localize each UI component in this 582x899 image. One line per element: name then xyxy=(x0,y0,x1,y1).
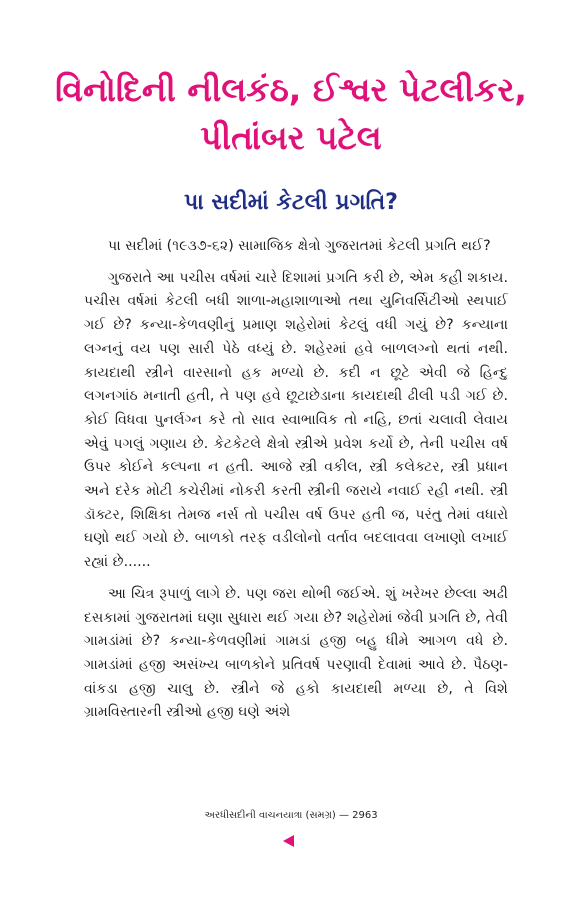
paragraph: ગુજરાતે આ પચીસ વર્ષમાં ચારે દિશામાં પ્રગતિ કરી છે, એમ કહી શકાય. પચીસ વર્ષમાં કેટલી બધી શાળા-મહાશાળાઓ તથા યુનિવર્સિટીઓ સ્થપાઈ ગઈ છે? કન્યા-કેળવણીનું પ્રમાણ શહેરોમાં કેટલું વધી ગયું છે? કન્યાના લગ્નનું વય પણ સારી પેઠે વધ્યું છે. શહેરમાં હવે બાળલગ્નો થતાં નથી. કાયદાથી સ્ત્રીને વારસાનો હક મળ્યો છે. કદી ન છૂટે એવી જે હિન્દુ લગનગાંઠ મનાતી હતી, તે પણ હવે છૂટાછેડાના કાયદાથી ઢીલી પડી ગઈ છે. કોઈ વિધવા પુનર્લગ્ન કરે તો સાવ સ્વાભાવિક તો નહિ, છતાં ચલાવી લેવાય એવું પગલું ગણાય છે. કેટકેટલે ક્ષેત્રો સ્ત્રીએ પ્રવેશ કર્યો છે, તેની પચીસ વર્ષ ઉપર કોઈને કલ્પના ન હતી. આજે સ્ત્રી વકીલ, સ્ત્રી કલેક્ટર, સ્ત્રી પ્રધાન અને દરેક મોટી કચેરીમાં નોકરી કરતી સ્ત્રીની જરાયે નવાઈ રહી નથી. સ્ત્રી ડૉક્ટર, શિક્ષિકા તેમજ નર્સ તો પચીસ વર્ષ ઉપર હતી જ, પરંતુ તેમાં વધારો ઘણો થઈ ગયો છે. બાળકો તરફ વડીલોનો વર્તાવ બદલાવવા લખાણો લખાઈ રહ્યાં છે...... xyxy=(84,269,508,571)
chapter-title-line1: વિનોદિની નીલકંઠ, ઈશ્વર પેટલીકર, xyxy=(55,70,527,109)
chapter-title xyxy=(40,66,542,162)
section-title: પા સદીમાં કેટલી પ્રગતિ? xyxy=(184,190,398,215)
page-footer: અરધીસદીની વાચનયાત્રા (સમગ્ર) — 2963 xyxy=(204,810,378,821)
paragraph: આ ચિત્ર રૂપાળું લાગે છે. પણ જરા થોભી જઈએ. શું ખરેખર છેલ્લા અઢી દસકામાં ગુજરાતમાં ઘણા સુધારા થઈ ગયા છે? શહેરોમાં જેવી પ્રગતિ છે, તેવી ગામડાંમાં છે? કન્યા-કેળવણીમાં ગામડાં હજી બહુ ધીમે આગળ વધે છે. ગામડાંમાં હજી અસંખ્ય બાળકોને પ્રતિવર્ષ પરણાવી દેવામાં આવે છે. પૈઠણ-વાંકડા હજી ચાલુ છે. સ્ત્રીને જે હકો કાયદાથી મળ્યા છે, તે વિશે ગ્રામવિસ્તારની સ્ત્રીઓ હજી ઘણે અંશે xyxy=(84,585,508,721)
chapter-title-line2: પીતાંબર પટેલ xyxy=(200,118,382,157)
previous-page-icon[interactable] xyxy=(283,835,294,847)
body-text xyxy=(84,235,508,733)
paragraph: પા સદીમાં (૧૯૩૭-૬૨) સામાજિક ક્ષેત્રો ગુજરાતમાં કેટલી પ્રગતિ થઈ? xyxy=(108,238,491,254)
